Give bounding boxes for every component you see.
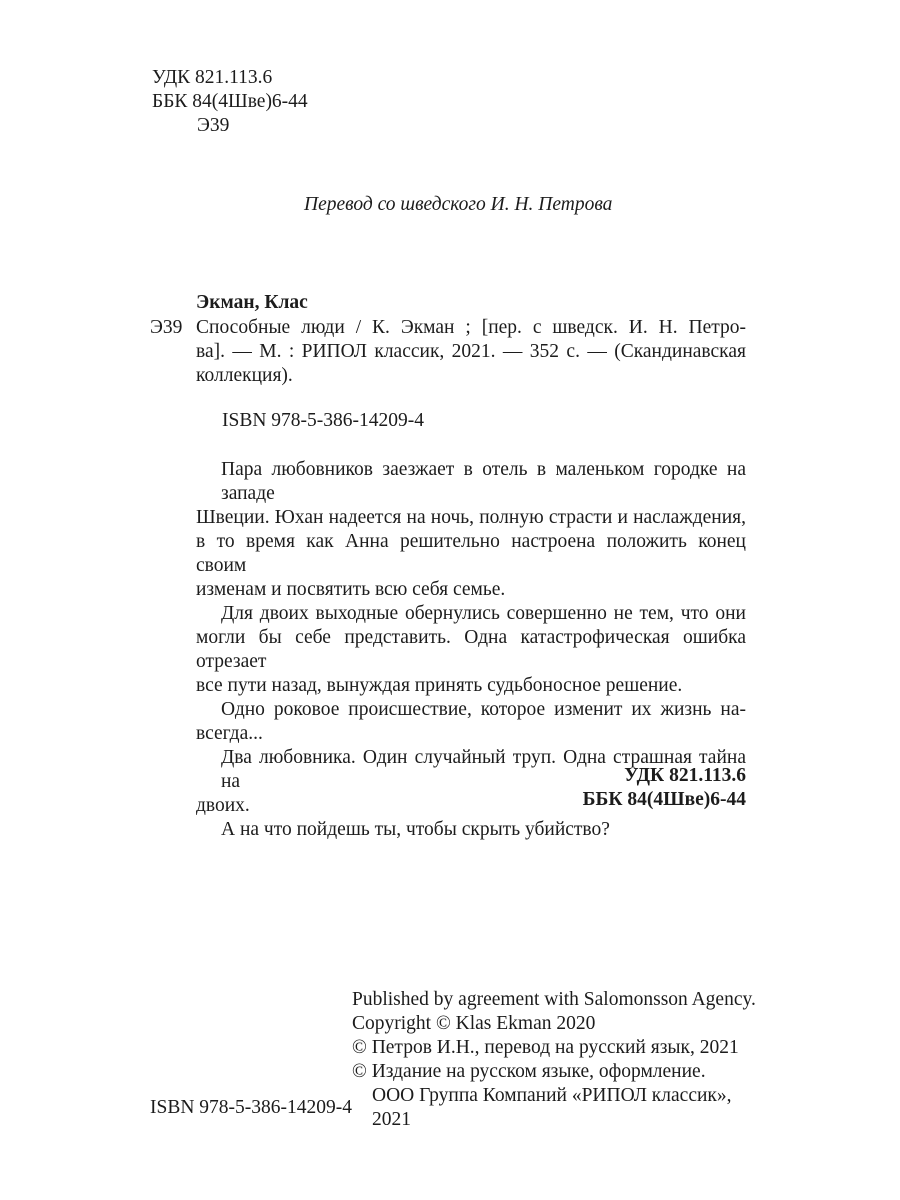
annotation-line: Пара любовников заезжает в отель в маленьком городке на западе: [221, 459, 746, 504]
annotation-line: могли бы себе представить. Одна катастрофическая ошибка отрезает: [196, 627, 746, 672]
annotation-line: все пути назад, вынуждая принять судьбоносное решение.: [196, 675, 683, 696]
catalog-line: ва]. — М. : РИПОЛ классик, 2021. — 352 с. — (Скандинавская: [196, 341, 746, 362]
annotation-line: всегда...: [196, 723, 263, 744]
annotation-line: Швеции. Юхан надеется на ночь, полную страсти и наслаждения,: [196, 507, 746, 528]
copyright-line: © Издание на русском языке, оформление.: [352, 1061, 706, 1082]
annotation-line: А на что пойдешь ты, чтобы скрыть убийство?: [221, 819, 610, 840]
copyright-line: 2021: [372, 1109, 411, 1130]
isbn-bottom: ISBN 978-5-386-14209-4: [150, 1097, 353, 1118]
author-mark: Э39: [197, 115, 230, 136]
annotation-line: изменам и посвятить всю себя семье.: [196, 579, 506, 600]
annotation-line: Два любовника. Один случайный труп. Одна страшная тайна на: [221, 747, 746, 792]
catalog-line: коллекция).: [196, 365, 293, 386]
catalog-line: Способные люди / К. Экман ; [пер. с шведск. И. Н. Петро-: [196, 317, 746, 338]
annotation-line: в то время как Анна решительно настроена положить конец своим: [196, 531, 746, 576]
annotation-line: двоих.: [196, 795, 250, 816]
copyright-line: ООО Группа Компаний «РИПОЛ классик»,: [372, 1085, 732, 1106]
catalog-author-mark: Э39: [150, 317, 183, 338]
copyright-line: Published by agreement with Salomonsson Agency.: [352, 989, 756, 1010]
annotation-line: Одно роковое происшествие, которое изменит их жизнь на-: [221, 699, 746, 720]
translator-credit: Перевод со шведского И. Н. Петрова: [304, 194, 613, 215]
copyright-block: [352, 988, 756, 1132]
right-classification: [450, 764, 746, 812]
copyright-line: Copyright © Klas Ekman 2020: [352, 1013, 596, 1034]
udk-code: УДК 821.113.6: [152, 67, 273, 88]
copyright-line: © Петров И.Н., перевод на русский язык, 2021: [352, 1037, 739, 1058]
udk-code-bold: УДК 821.113.6: [624, 765, 746, 786]
catalog-description: [196, 316, 746, 388]
catalog-author: Экман, Клас: [196, 292, 308, 313]
bbk-code: ББК 84(4Шве)6-44: [152, 91, 308, 112]
top-classification: [152, 66, 308, 138]
annotation-line: Для двоих выходные обернулись совершенно не тем, что они: [221, 603, 746, 624]
catalog-isbn: ISBN 978-5-386-14209-4: [222, 410, 425, 431]
bbk-code-bold: ББК 84(4Шве)6-44: [582, 789, 746, 810]
